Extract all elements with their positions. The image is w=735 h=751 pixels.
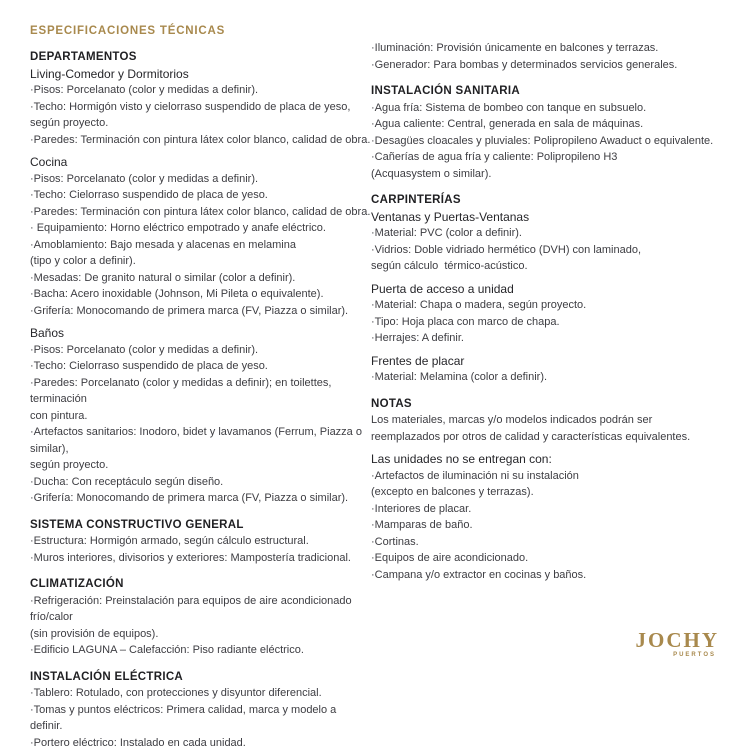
logo-subtitle: PUERTOS xyxy=(636,652,720,658)
section-heading: CLIMATIZACIÓN xyxy=(30,576,371,593)
spec-line: ·Techo: Cielorraso suspendido de placa de yeso. xyxy=(30,358,371,375)
spec-line: ·Artefactos sanitarios: Inodoro, bidet y lavamanos (Ferrum, Piazza o similar), xyxy=(30,424,371,457)
section-heading: INSTALACIÓN ELÉCTRICA xyxy=(30,669,371,686)
spec-line: ·Material: Melamina (color a definir). xyxy=(371,369,721,386)
logo-wordmark: JOCHY xyxy=(636,629,720,651)
spec-line: ·Pisos: Porcelanato (color y medidas a definir). xyxy=(30,82,371,99)
subheading: Cocina xyxy=(30,154,371,171)
spec-line: según proyecto. xyxy=(30,457,371,474)
spec-line: ·Paredes: Porcelanato (color y medidas a definir); en toilettes, terminación xyxy=(30,375,371,408)
spec-line: ·Pisos: Porcelanato (color y medidas a definir). xyxy=(30,171,371,188)
spec-line: ·Pisos: Porcelanato (color y medidas a definir). xyxy=(30,342,371,359)
spec-line: ·Muros interiores, divisorios y exteriores: Mampostería tradicional. xyxy=(30,550,371,567)
spec-line: Los materiales, marcas y/o modelos indicados podrán ser xyxy=(371,412,721,429)
spec-line: ·Vidrios: Doble vidriado hermético (DVH) con laminado, xyxy=(371,242,721,259)
spec-line: (excepto en balcones y terrazas). xyxy=(371,484,721,501)
spec-line: ·Estructura: Hormigón armado, según cálculo estructural. xyxy=(30,533,371,550)
subheading: Las unidades no se entregan con: xyxy=(371,451,721,468)
section-heading: INSTALACIÓN SANITARIA xyxy=(371,83,721,100)
spec-line: ·Equipos de aire acondicionado. xyxy=(371,550,721,567)
spec-line: ·Tipo: Hoja placa con marco de chapa. xyxy=(371,314,721,331)
spec-line: ·Portero eléctrico: Instalado en cada unidad. xyxy=(30,735,371,751)
spec-line: ·Artefactos de iluminación ni su instalación xyxy=(371,468,721,485)
spec-line: ·Interiores de placar. xyxy=(371,501,721,518)
spec-line: ·Refrigeración: Preinstalación para equipos de aire acondicionado frío/calor xyxy=(30,593,371,626)
spec-line: ·Techo: Cielorraso suspendido de placa de yeso. xyxy=(30,187,371,204)
spec-line: ·Tablero: Rotulado, con protecciones y disyuntor diferencial. xyxy=(30,685,371,702)
spec-line: ·Generador: Para bombas y determinados servicios generales. xyxy=(371,57,721,74)
spec-line: según cálculo térmico-acústico. xyxy=(371,258,721,275)
spec-line: ·Desagües cloacales y pluviales: Polipropileno Awaduct o equivalente. xyxy=(371,133,721,150)
subheading: Baños xyxy=(30,325,371,342)
spec-line: ·Tomas y puntos eléctricos: Primera calidad, marca y modelo a definir. xyxy=(30,702,371,735)
spec-line: ·Amoblamiento: Bajo mesada y alacenas en melamina xyxy=(30,237,371,254)
spec-line: ·Agua caliente: Central, generada en sala de máquinas. xyxy=(371,116,721,133)
spec-line: ·Agua fría: Sistema de bombeo con tanque en subsuelo. xyxy=(371,100,721,117)
spec-line: ·Mamparas de baño. xyxy=(371,517,721,534)
spec-line: ·Campana y/o extractor en cocinas y baños. xyxy=(371,567,721,584)
spec-line: ·Techo: Hormigón visto y cielorraso suspendido de placa de yeso, xyxy=(30,99,371,116)
spec-line: ·Cañerías de agua fría y caliente: Polipropileno H3 xyxy=(371,149,721,166)
spec-line: ·Material: PVC (color a definir). xyxy=(371,225,721,242)
spec-line: ·Cortinas. xyxy=(371,534,721,551)
subheading: Ventanas y Puertas-Ventanas xyxy=(371,209,721,226)
spec-line: ·Ducha: Con receptáculo según diseño. xyxy=(30,474,371,491)
spec-line: reemplazados por otros de calidad y características equivalentes. xyxy=(371,429,721,446)
subheading: Living-Comedor y Dormitorios xyxy=(30,66,371,83)
jochy-logo xyxy=(636,629,720,658)
spec-line: ·Bacha: Acero inoxidable (Johnson, Mi Pileta o equivalente). xyxy=(30,286,371,303)
spec-line: ·Material: Chapa o madera, según proyecto. xyxy=(371,297,721,314)
spec-line: (Acquasystem o similar). xyxy=(371,166,721,183)
spec-line: ·Paredes: Terminación con pintura látex color blanco, calidad de obra. xyxy=(30,204,371,221)
spec-line: (tipo y color a definir). xyxy=(30,253,371,270)
section-heading: SISTEMA CONSTRUCTIVO GENERAL xyxy=(30,517,371,534)
page-title: ESPECIFICACIONES TÉCNICAS xyxy=(30,24,371,39)
spec-line: según proyecto. xyxy=(30,115,371,132)
spec-line: ·Iluminación: Provisión únicamente en balcones y terrazas. xyxy=(371,40,721,57)
spec-line: ·Paredes: Terminación con pintura látex color blanco, calidad de obra. xyxy=(30,132,371,149)
section-heading: NOTAS xyxy=(371,396,721,413)
spec-line: ·Herrajes: A definir. xyxy=(371,330,721,347)
spec-line: ·Grifería: Monocomando de primera marca (FV, Piazza o similar). xyxy=(30,303,371,320)
spec-line: ·Edificio LAGUNA – Calefacción: Piso radiante eléctrico. xyxy=(30,642,371,659)
left-column xyxy=(30,24,371,751)
spec-line: · Equipamiento: Horno eléctrico empotrado y anafe eléctrico. xyxy=(30,220,371,237)
spec-line: ·Grifería: Monocomando de primera marca (FV, Piazza o similar). xyxy=(30,490,371,507)
spec-line: ·Mesadas: De granito natural o similar (color a definir). xyxy=(30,270,371,287)
section-heading: CARPINTERÍAS xyxy=(371,192,721,209)
subheading: Puerta de acceso a unidad xyxy=(371,281,721,298)
section-heading: DEPARTAMENTOS xyxy=(30,49,371,66)
subheading: Frentes de placar xyxy=(371,353,721,370)
spec-line: con pintura. xyxy=(30,408,371,425)
spec-line: (sin provisión de equipos). xyxy=(30,626,371,643)
